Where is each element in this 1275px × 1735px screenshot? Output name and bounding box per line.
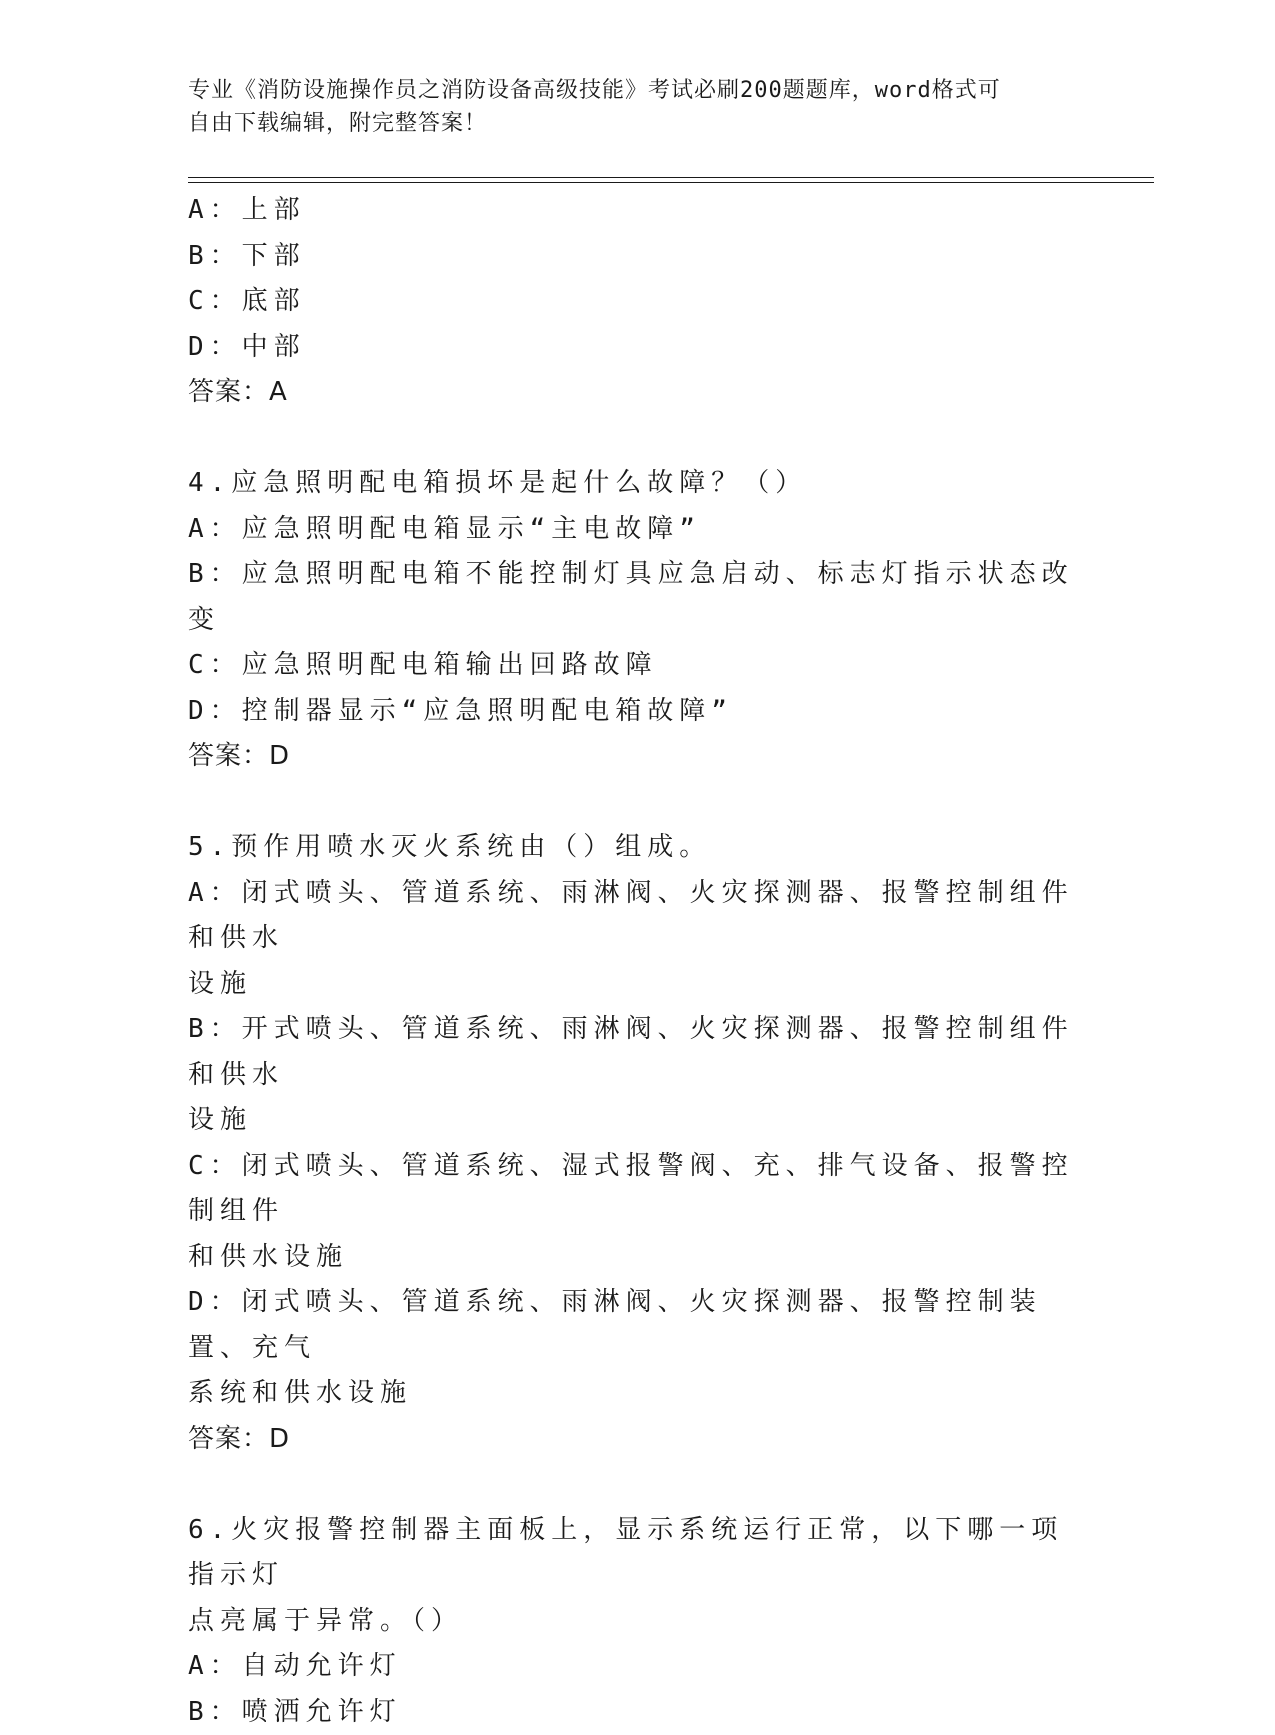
option-d: D：闭式喷头、管道系统、雨淋阀、火灾探测器、报警控制装置、充气 xyxy=(188,1280,1088,1371)
answer-line: 答案：D xyxy=(188,734,1088,780)
option-b-continued: 设施 xyxy=(188,1098,1088,1144)
option-a-continued: 设施 xyxy=(188,962,1088,1008)
option-d-continued: 系统和供水设施 xyxy=(188,1371,1088,1417)
document-header xyxy=(188,74,1068,140)
spacer xyxy=(188,780,1088,826)
question-5 xyxy=(188,825,1088,1462)
option-a: A：闭式喷头、管道系统、雨淋阀、火灾探测器、报警控制组件和供水 xyxy=(188,871,1088,962)
option-a: A：自动允许灯 xyxy=(188,1644,1088,1690)
option-b: B：开式喷头、管道系统、雨淋阀、火灾探测器、报警控制组件和供水 xyxy=(188,1007,1088,1098)
question-3 xyxy=(188,188,1088,416)
question-4 xyxy=(188,461,1088,780)
header-divider-bottom xyxy=(188,182,1154,183)
option-b: B：下部 xyxy=(188,234,1088,280)
question-text-continued: 点亮属于异常。（） xyxy=(188,1599,1088,1645)
answer-line: 答案：D xyxy=(188,1417,1088,1463)
question-6 xyxy=(188,1508,1088,1735)
option-d: D：中部 xyxy=(188,325,1088,371)
question-list xyxy=(188,188,1088,1735)
option-c: C：应急照明配电箱输出回路故障 xyxy=(188,643,1088,689)
option-a: A：上部 xyxy=(188,188,1088,234)
question-text: 4.应急照明配电箱损坏是起什么故障？（） xyxy=(188,461,1088,507)
option-c: C：闭式喷头、管道系统、湿式报警阀、充、排气设备、报警控制组件 xyxy=(188,1144,1088,1235)
spacer xyxy=(188,416,1088,462)
header-divider-top xyxy=(188,177,1154,178)
answer-line: 答案：A xyxy=(188,370,1088,416)
option-b: B：应急照明配电箱不能控制灯具应急启动、标志灯指示状态改变 xyxy=(188,552,1088,643)
option-c: C：底部 xyxy=(188,279,1088,325)
option-b: B：喷洒允许灯 xyxy=(188,1690,1088,1735)
header-line-1: 专业《消防设施操作员之消防设备高级技能》考试必刷200题题库，word格式可 xyxy=(188,74,1068,107)
spacer xyxy=(188,1462,1088,1508)
option-d: D：控制器显示“应急照明配电箱故障” xyxy=(188,689,1088,735)
option-a: A：应急照明配电箱显示“主电故障” xyxy=(188,507,1088,553)
question-text: 5.预作用喷水灭火系统由（）组成。 xyxy=(188,825,1088,871)
header-line-2: 自由下载编辑，附完整答案！ xyxy=(188,107,1068,140)
option-c-continued: 和供水设施 xyxy=(188,1235,1088,1281)
question-text: 6.火灾报警控制器主面板上，显示系统运行正常，以下哪一项指示灯 xyxy=(188,1508,1088,1599)
